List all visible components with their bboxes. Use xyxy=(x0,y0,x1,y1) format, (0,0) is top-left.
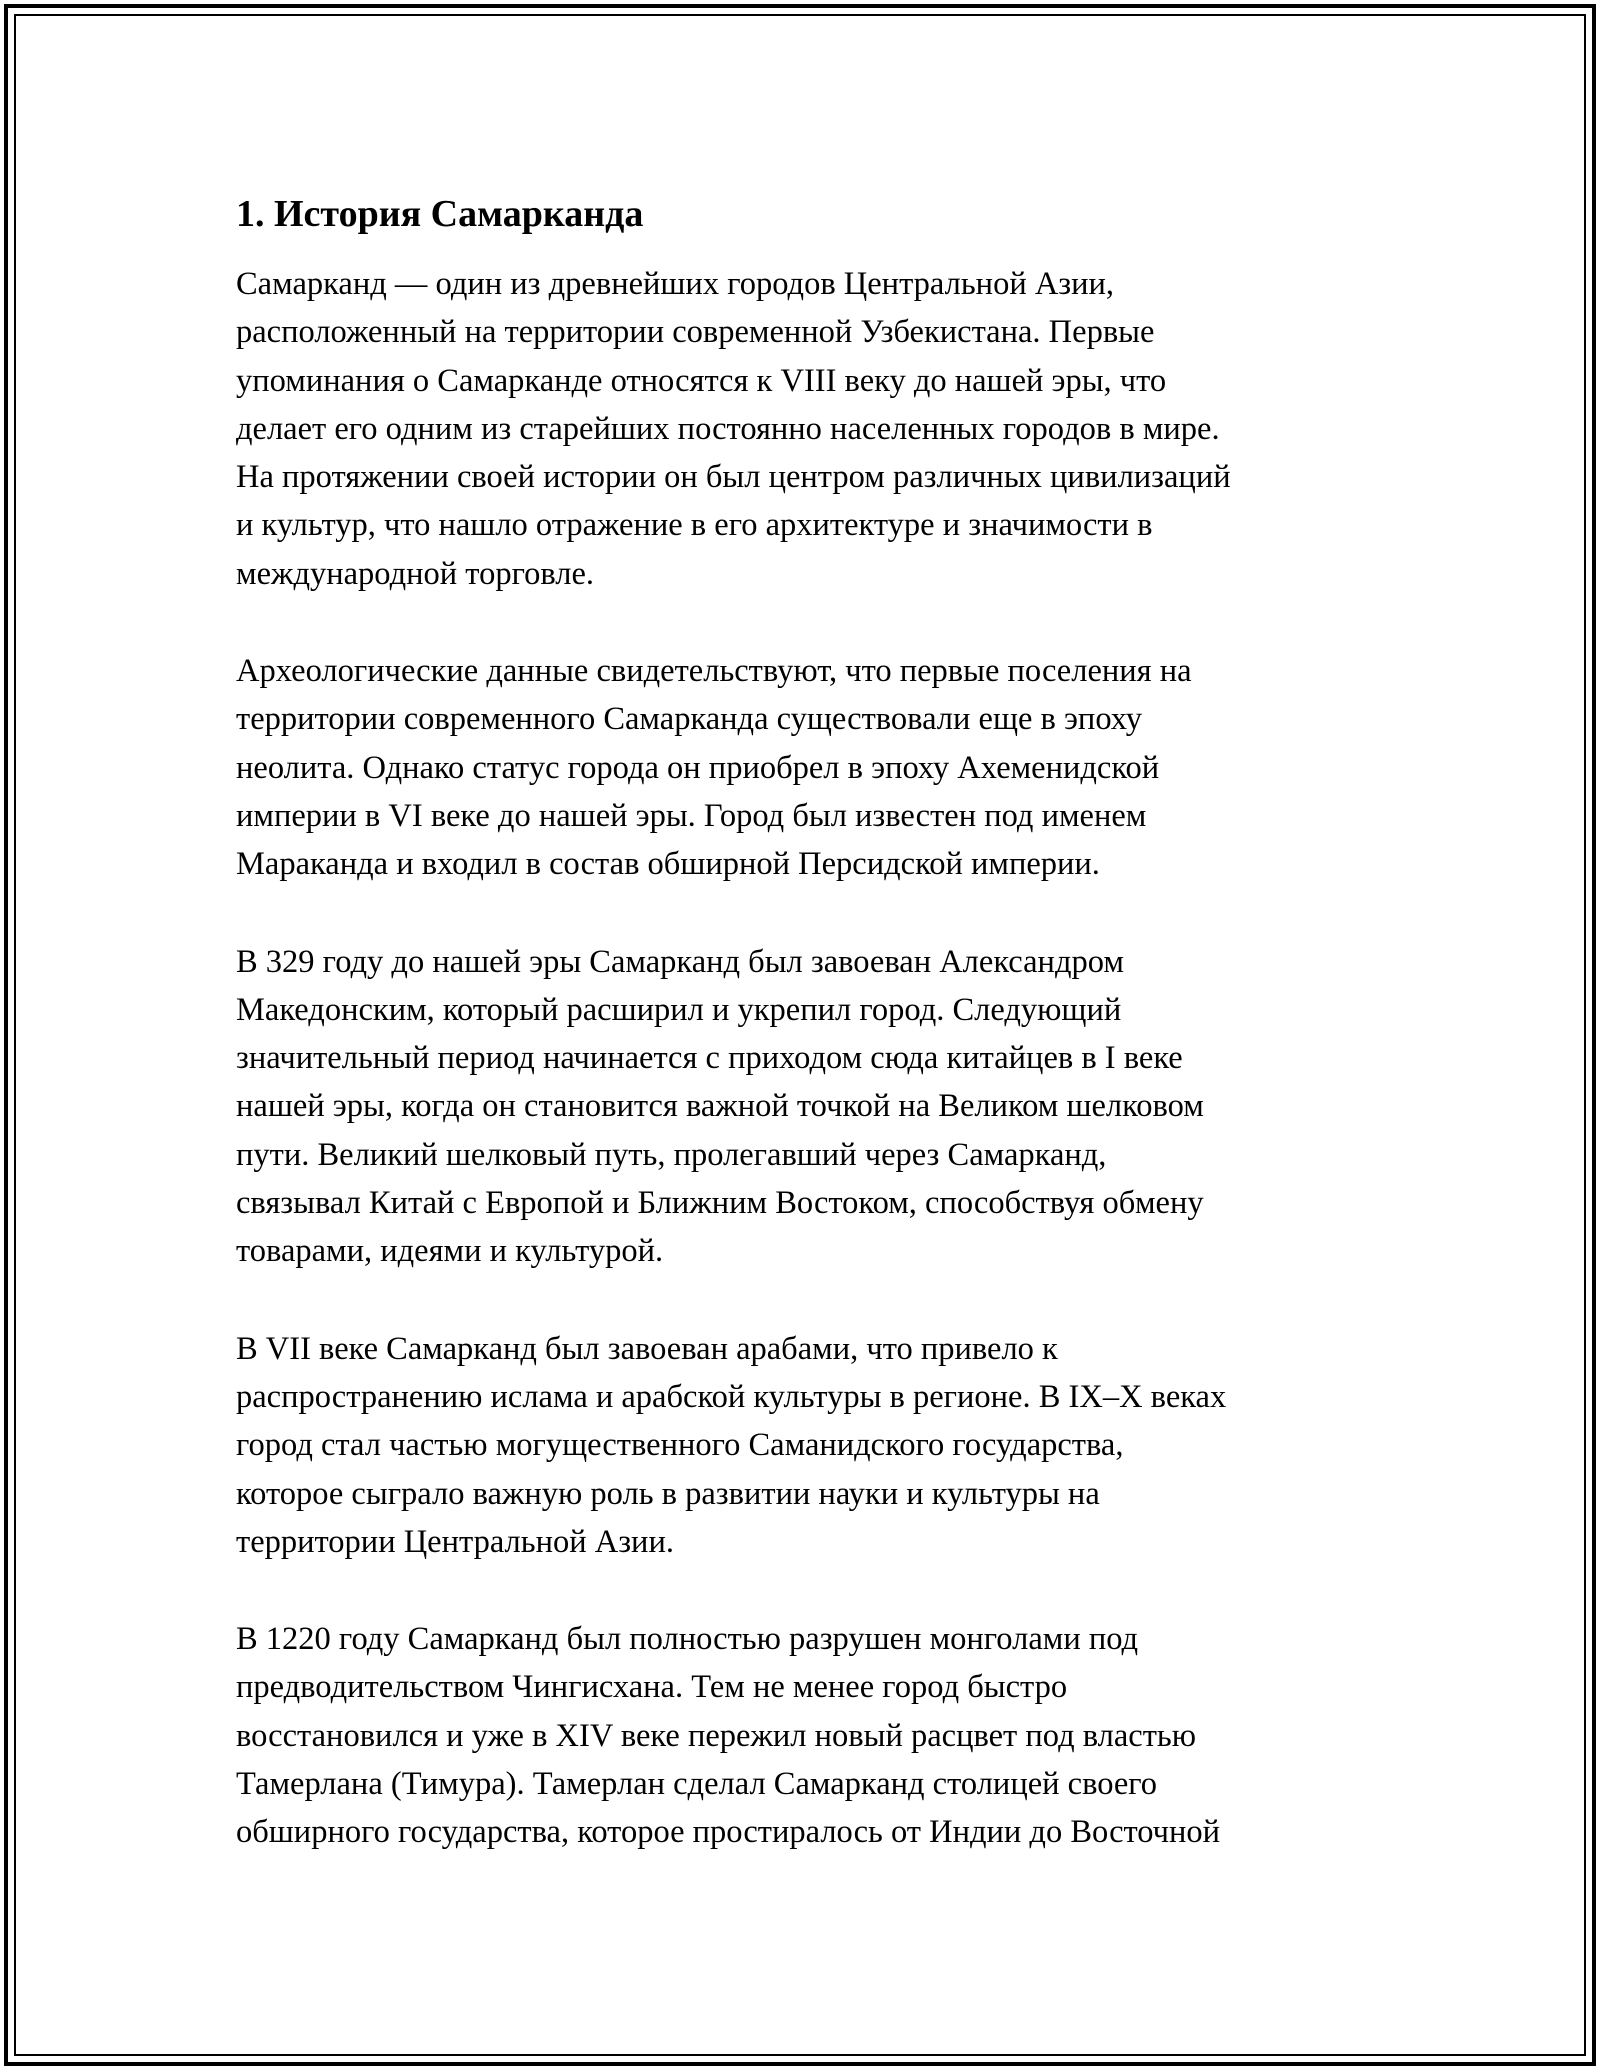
text-line: территории современного Самарканда существовали еще в эпоху xyxy=(236,701,1143,738)
text-line: восстановился и уже в XIV веке пережил новый расцвет под властью xyxy=(236,1717,1197,1754)
paragraph-2 xyxy=(236,647,1376,888)
paragraph-5 xyxy=(236,1615,1376,1856)
text-line: связывал Китай с Европой и Ближним Востоком, способствуя обмену xyxy=(236,1185,1204,1222)
text-line: международной торговле. xyxy=(236,555,595,592)
text-line: распространению ислама и арабской культуры в регионе. В IX–X веках xyxy=(236,1378,1227,1415)
text-line: Тамерлана (Тимура). Тамерлан сделал Самарканд столицей своего xyxy=(236,1766,1158,1803)
paragraph-4 xyxy=(236,1325,1376,1566)
text-line: пути. Великий шелковый путь, пролегавший через Самарканд, xyxy=(236,1136,1107,1173)
text-line: Македонским, который расширил и укрепил город. Следующий xyxy=(236,991,1122,1028)
text-line: империи в VI веке до нашей эры. Город был известен под именем xyxy=(236,797,1147,834)
text-line: расположенный на территории современной Узбекистана. Первые xyxy=(236,314,1155,351)
text-line: В 329 году до нашей эры Самарканд был завоеван Александром xyxy=(236,943,1124,980)
text-line: На протяжении своей истории он был центром различных цивилизаций xyxy=(236,459,1231,496)
text-line: которое сыграло важную роль в развитии науки и культуры на xyxy=(236,1475,1100,1512)
text-line: предводительством Чингисхана. Тем не менее город быстро xyxy=(236,1669,1068,1706)
text-line: значительный период начинается с приходом сюда китайцев в I веке xyxy=(236,1040,1183,1077)
text-line: делает его одним из старейших постоянно населенных городов в мире. xyxy=(236,410,1220,447)
document-body xyxy=(236,186,1376,1906)
paragraph-3 xyxy=(236,938,1376,1276)
text-line: В 1220 году Самарканд был полностью разрушен монголами под xyxy=(236,1621,1139,1658)
text-line: нашей эры, когда он становится важной точкой на Великом шелковом xyxy=(236,1088,1204,1125)
text-line: обширного государства, которое простиралось от Индии до Восточной xyxy=(236,1814,1221,1851)
text-line: территории Центральной Азии. xyxy=(236,1523,674,1560)
section-heading: 1. История Самарканда xyxy=(236,193,644,235)
text-line: Мараканда и входил в состав обширной Персидской империи. xyxy=(236,846,1100,883)
text-line: упоминания о Самарканде относятся к VIII веку до нашей эры, что xyxy=(236,362,1167,399)
text-line: В VII веке Самарканд был завоеван арабами, что привело к xyxy=(236,1330,1058,1367)
text-line: Самарканд — один из древнейших городов Центральной Азии, xyxy=(236,266,1115,302)
text-line: город стал частью могущественного Саманидского государства, xyxy=(236,1427,1124,1464)
text-line: и культур, что нашло отражение в его архитектуре и значимости в xyxy=(236,507,1153,544)
text-line: Археологические данные свидетельствуют, что первые поселения на xyxy=(236,653,1192,690)
text-line: товарами, идеями и культурой. xyxy=(236,1233,664,1270)
paragraph-1 xyxy=(236,260,1376,598)
text-line: неолита. Однако статус города он приобрел в эпоху Ахеменидской xyxy=(236,749,1160,786)
